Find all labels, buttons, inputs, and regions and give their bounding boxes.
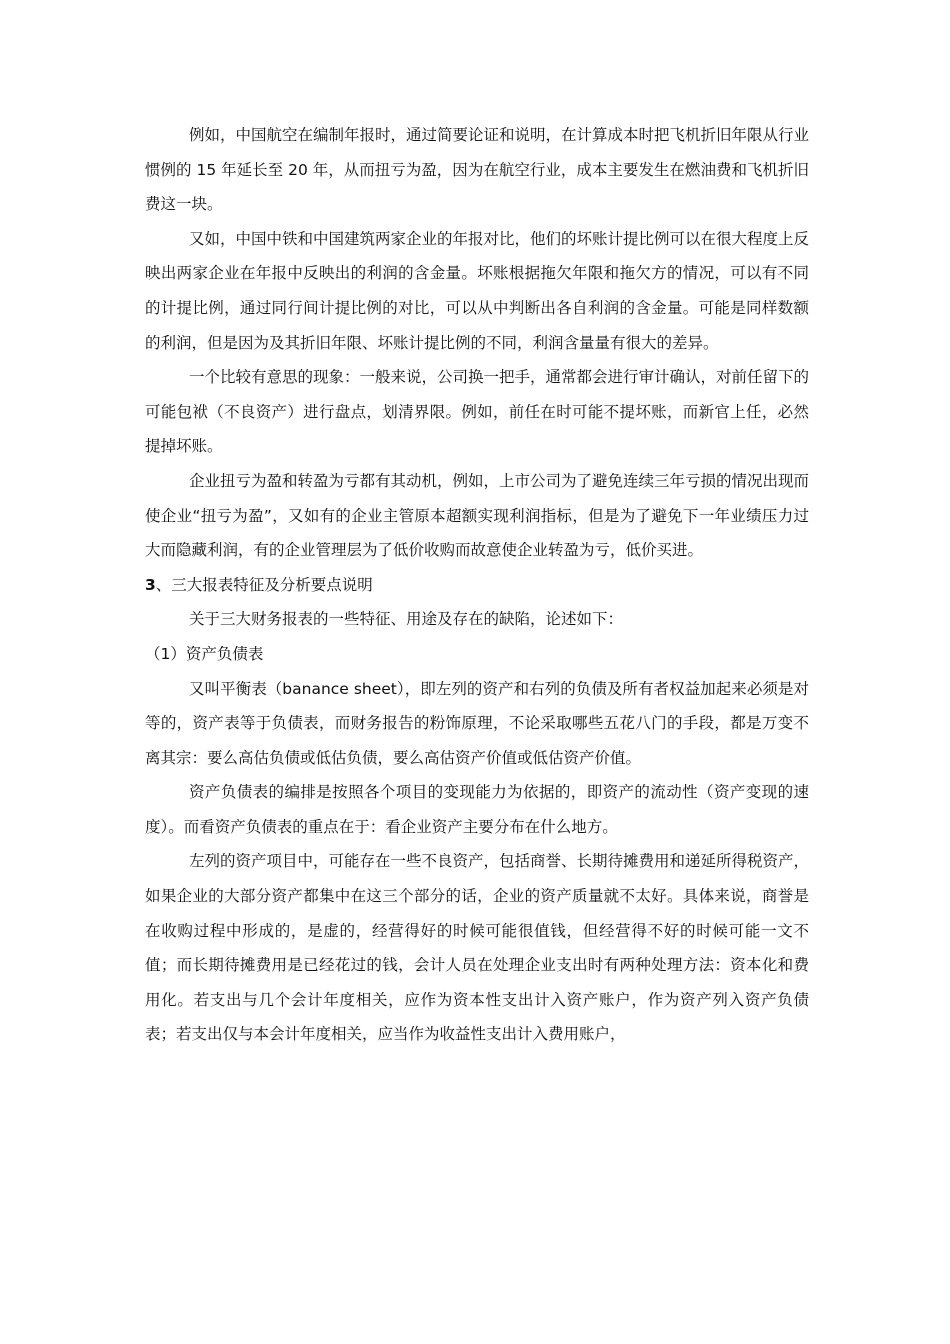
paragraph-bad-assets: 左列的资产项目中，可能存在一些不良资产，包括商誉、长期待摊费用和递延所得税资产，如果企业的大部分资产都集中在这三个部分的话，企业的资产质量就不太好。具体来说，商誉是在收购过程中形成的，是虚的，经营得好的时候可能很值钱，但经营得不好的时候可能一文不值；而长期待摊费用是已经花过的钱，会计人员在处理企业支出时有两种处理方法：资本化和费用化。若支出与几个会计年度相关，应作为资本性支出计入资产账户，作为资产列入资产负债表；若支出仅与本会计年度相关，应当作为收益性支出计入费用账户， <box>145 852 810 1044</box>
document-body <box>145 118 809 1052</box>
section-title: 、三大报表特征及分析要点说明 <box>155 575 373 594</box>
paragraph-china-airlines-example: 例如，中国航空在编制年报时，通过简要论证和说明，在计算成本时把飞机折旧年限从行业惯例的 15 年延长至 20 年，从而扭亏为盈，因为在航空行业，成本主要发生在燃油费和飞机折旧费这一块。 <box>145 126 810 214</box>
section-number: 3 <box>145 575 156 594</box>
paragraph-management-change: 一个比较有意思的现象：一般来说，公司换一把手，通常都会进行审计确认，对前任留下的可能包袱（不良资产）进行盘点，划清界限。例如，前任在时可能不提坏账，而新官上任，必然提掉坏账。 <box>145 368 810 456</box>
paragraph-balance-sheet-definition: 又叫平衡表（banance sheet），即左列的资产和右列的负债及所有者权益加起来必须是对等的，资产表等于负债表，而财务报告的粉饰原理，不论采取哪些五花八门的手段，都是万变不离其宗：要么高估负债或低估负债，要么高估资产价值或低估资产价值。 <box>145 679 809 767</box>
section-heading <box>145 568 809 603</box>
section-intro: 关于三大财务报表的一些特征、用途及存在的缺陷，论述如下： <box>189 610 624 629</box>
paragraph-crec-cscec-comparison: 又如，中国中铁和中国建筑两家企业的年报对比，他们的坏账计提比例可以在很大程度上反映出两家企业在年报中反映出的利润的含金量。坏账根据拖欠年限和拖欠方的情况，可以有不同的计提比例，通过同行间计提比例的对比，可以从中判断出各自利润的含金量。可能是同样数额的利润，但是因为及其折旧年限、坏账计提比例的不同，利润含量量有很大的差异。 <box>145 229 810 352</box>
paragraph-profit-motives: 企业扭亏为盈和转盈为亏都有其动机，例如，上市公司为了避免连续三年亏损的情况出现而使企业“扭亏为盈”，又如有的企业主管原本超额实现利润指标，但是为了避免下一年业绩压力过大而隐藏利润，有的企业管理层为了低价收购而故意使企业转盈为亏，低价买进。 <box>145 471 810 560</box>
paragraph-balance-sheet-layout: 资产负债表的编排是按照各个项目的变现能力为依据的，即资产的流动性（资产变现的速度）。而看资产负债表的重点在于：看企业资产主要分布在什么地方。 <box>145 783 809 836</box>
subsection-heading: （1）资产负债表 <box>145 644 264 663</box>
